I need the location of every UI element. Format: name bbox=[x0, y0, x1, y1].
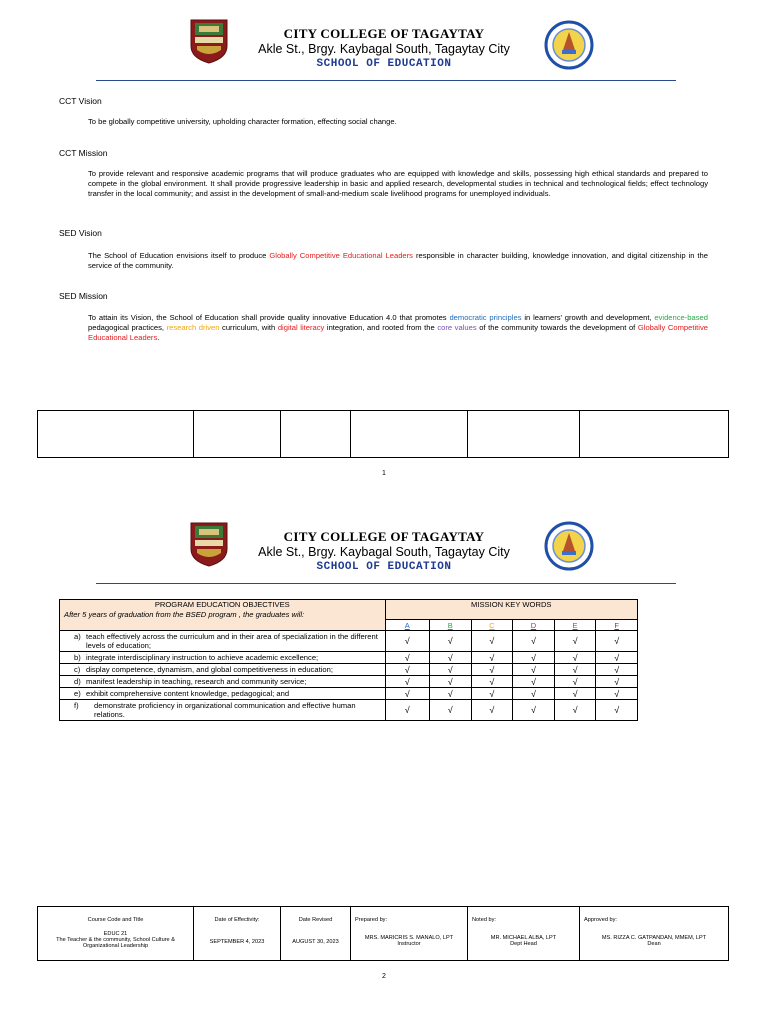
approved-cell bbox=[580, 907, 729, 961]
objective-label: d) bbox=[74, 677, 81, 686]
objective-label: a) bbox=[74, 632, 81, 641]
check-mark-c: √ bbox=[471, 664, 513, 676]
check-mark-a: √ bbox=[385, 688, 429, 700]
objective-text: integrate interdisciplinary instruction to achieve academic excellence; bbox=[86, 653, 319, 662]
prepared-name: MRS. MARICRIS S. MANALO, LPT bbox=[364, 935, 454, 941]
check-mark-f: √ bbox=[596, 676, 638, 688]
objective-label: b) bbox=[74, 653, 81, 662]
college-address: Akle St., Brgy. Kaybagal South, Tagaytay City bbox=[258, 42, 510, 56]
check-mark-a: √ bbox=[385, 652, 429, 664]
objective-row bbox=[60, 676, 638, 688]
sed-vision-heading: SED Vision bbox=[59, 228, 102, 238]
objective-text-cell bbox=[60, 676, 386, 688]
course-heading: Course Code and Title bbox=[87, 917, 144, 923]
objective-row bbox=[60, 700, 638, 721]
objective-row bbox=[60, 688, 638, 700]
header-divider bbox=[96, 583, 676, 584]
mission-key-f: F bbox=[596, 620, 638, 631]
college-address: Akle St., Brgy. Kaybagal South, Tagaytay City bbox=[258, 545, 510, 559]
check-mark-b: √ bbox=[429, 664, 471, 676]
check-mark-a: √ bbox=[385, 664, 429, 676]
check-mark-e: √ bbox=[554, 676, 596, 688]
check-mark-c: √ bbox=[471, 676, 513, 688]
check-mark-e: √ bbox=[554, 631, 596, 652]
check-mark-c: √ bbox=[471, 700, 513, 721]
objective-label: c) bbox=[74, 665, 81, 674]
check-mark-a: √ bbox=[385, 631, 429, 652]
footer-cell bbox=[580, 411, 729, 458]
check-mark-f: √ bbox=[596, 652, 638, 664]
mission-key-a: A bbox=[385, 620, 429, 631]
objective-text: teach effectively across the curriculum and in their area of specialization in the different levels of education; bbox=[86, 632, 378, 650]
footer-cell bbox=[351, 411, 468, 458]
page-number: 1 bbox=[382, 470, 386, 477]
check-mark-c: √ bbox=[471, 688, 513, 700]
objective-text: manifest leadership in teaching, research and community service; bbox=[86, 677, 307, 686]
mission-key-b: B bbox=[429, 620, 471, 631]
check-mark-f: √ bbox=[596, 688, 638, 700]
noted-heading: Noted by: bbox=[472, 917, 496, 923]
objective-text: display competence, dynamism, and global competitiveness in education; bbox=[86, 665, 333, 674]
cct-mission-heading: CCT Mission bbox=[59, 148, 108, 158]
revised-cell bbox=[281, 907, 351, 961]
approved-heading: Approved by: bbox=[584, 917, 617, 923]
mission-key-e: E bbox=[554, 620, 596, 631]
check-mark-b: √ bbox=[429, 631, 471, 652]
noted-role: Dept Head bbox=[510, 941, 537, 947]
check-mark-d: √ bbox=[513, 688, 555, 700]
course-title: The Teacher & the community, School Culture & Organizational Leadership bbox=[56, 937, 175, 949]
check-mark-f: √ bbox=[596, 700, 638, 721]
header-divider bbox=[96, 80, 676, 81]
revised-date: AUGUST 30, 2023 bbox=[292, 939, 339, 945]
peo-table bbox=[59, 599, 638, 721]
objective-text: demonstrate proficiency in organizational communication and effective human relations. bbox=[94, 701, 356, 719]
check-mark-f: √ bbox=[596, 631, 638, 652]
check-mark-d: √ bbox=[513, 631, 555, 652]
objective-row bbox=[60, 631, 638, 652]
sed-mission-heading: SED Mission bbox=[59, 291, 108, 301]
approved-role: Dean bbox=[647, 941, 661, 947]
peo-header: PROGRAM EDUCATION OBJECTIVES bbox=[60, 600, 386, 610]
objective-text-cell bbox=[60, 631, 386, 652]
objective-row bbox=[60, 652, 638, 664]
check-mark-f: √ bbox=[596, 664, 638, 676]
school-name: SCHOOL OF EDUCATION bbox=[316, 58, 452, 70]
prepared-cell bbox=[351, 907, 468, 961]
objective-row bbox=[60, 664, 638, 676]
check-mark-b: √ bbox=[429, 652, 471, 664]
check-mark-e: √ bbox=[554, 688, 596, 700]
school-name: SCHOOL OF EDUCATION bbox=[316, 561, 452, 573]
prepared-heading: Prepared by: bbox=[355, 917, 388, 923]
college-name: CITY COLLEGE OF TAGAYTAY bbox=[283, 529, 485, 544]
objective-text: exhibit comprehensive content knowledge, pedagogical; and bbox=[86, 689, 290, 698]
sed-vision-highlight: Globally Competitive Educational Leaders bbox=[269, 251, 413, 260]
peo-subheader: After 5 years of graduation from the BSED program , the graduates will: bbox=[60, 610, 386, 620]
effectivity-cell bbox=[194, 907, 281, 961]
objective-text-cell bbox=[60, 652, 386, 664]
check-mark-b: √ bbox=[429, 676, 471, 688]
check-mark-e: √ bbox=[554, 664, 596, 676]
check-mark-d: √ bbox=[513, 700, 555, 721]
document-control-table bbox=[37, 906, 729, 961]
effectivity-heading: Date of Effectivity: bbox=[214, 917, 260, 923]
objective-text-cell bbox=[60, 688, 386, 700]
prepared-role: Instructor bbox=[397, 941, 421, 947]
check-mark-d: √ bbox=[513, 652, 555, 664]
check-mark-e: √ bbox=[554, 700, 596, 721]
check-mark-b: √ bbox=[429, 688, 471, 700]
check-mark-a: √ bbox=[385, 676, 429, 688]
check-mark-c: √ bbox=[471, 631, 513, 652]
approved-name: MS. RIZZA C. GATPANDAN, MMEM, LPT bbox=[601, 935, 707, 941]
revised-heading: Date Revised bbox=[298, 917, 333, 923]
check-mark-c: √ bbox=[471, 652, 513, 664]
sed-mission-text: To attain its Vision, the School of Education shall provide quality innovative Education 4.0 that promotes democratic principles in learners' growth and development, evidence-based pedagogical practices, research driven curriculum, with digital literacy integration, and rooted from the core values of the community towards the development of Globally Competitive Educational Leaders. bbox=[88, 313, 708, 342]
mission-key-d: D bbox=[513, 620, 555, 631]
cct-vision-heading: CCT Vision bbox=[59, 96, 102, 106]
objective-text-cell bbox=[60, 664, 386, 676]
objective-label: f) bbox=[74, 701, 79, 710]
footer-cell bbox=[38, 411, 194, 458]
footer-cell bbox=[468, 411, 580, 458]
page-number: 2 bbox=[382, 973, 386, 980]
course-cell bbox=[38, 907, 194, 961]
noted-name: MR. MICHAEL ALBA, LPT bbox=[490, 935, 557, 941]
cct-mission-text: To provide relevant and responsive academic programs that will produce graduates who are equipped with knowledge and skills, possessing high ethical standards and prepared to compete in the global environment. It shall provide progressive leadership in basic and applied research, developmental studies in technical and technological fields; effect technology transfer in the local community; and assist in the development of small-and-medium scale livelihood programs for unemployed individuals. bbox=[88, 169, 708, 198]
check-mark-e: √ bbox=[554, 652, 596, 664]
check-mark-d: √ bbox=[513, 676, 555, 688]
footer-cell bbox=[194, 411, 281, 458]
objective-text-cell bbox=[60, 700, 386, 721]
sed-vision-text: The School of Education envisions itself to produce Globally Competitive Educational Leaders responsible in character building, knowledge innovation, and digital citizenship in the service of the community. bbox=[88, 251, 708, 270]
effectivity-date: SEPTEMBER 4, 2023 bbox=[209, 939, 265, 945]
page1-footer-table bbox=[37, 410, 729, 458]
college-name: CITY COLLEGE OF TAGAYTAY bbox=[283, 26, 485, 41]
check-mark-b: √ bbox=[429, 700, 471, 721]
check-mark-a: √ bbox=[385, 700, 429, 721]
mission-key-words-header: MISSION KEY WORDS bbox=[385, 600, 637, 620]
course-code: EDUC 21 bbox=[103, 931, 128, 937]
footer-cell bbox=[281, 411, 351, 458]
cct-vision-text: To be globally competitive university, upholding character formation, effecting social change. bbox=[88, 117, 397, 126]
noted-cell bbox=[468, 907, 580, 961]
objective-label: e) bbox=[74, 689, 81, 698]
mission-key-c: C bbox=[471, 620, 513, 631]
check-mark-d: √ bbox=[513, 664, 555, 676]
peo-subheader-filler bbox=[60, 620, 386, 631]
